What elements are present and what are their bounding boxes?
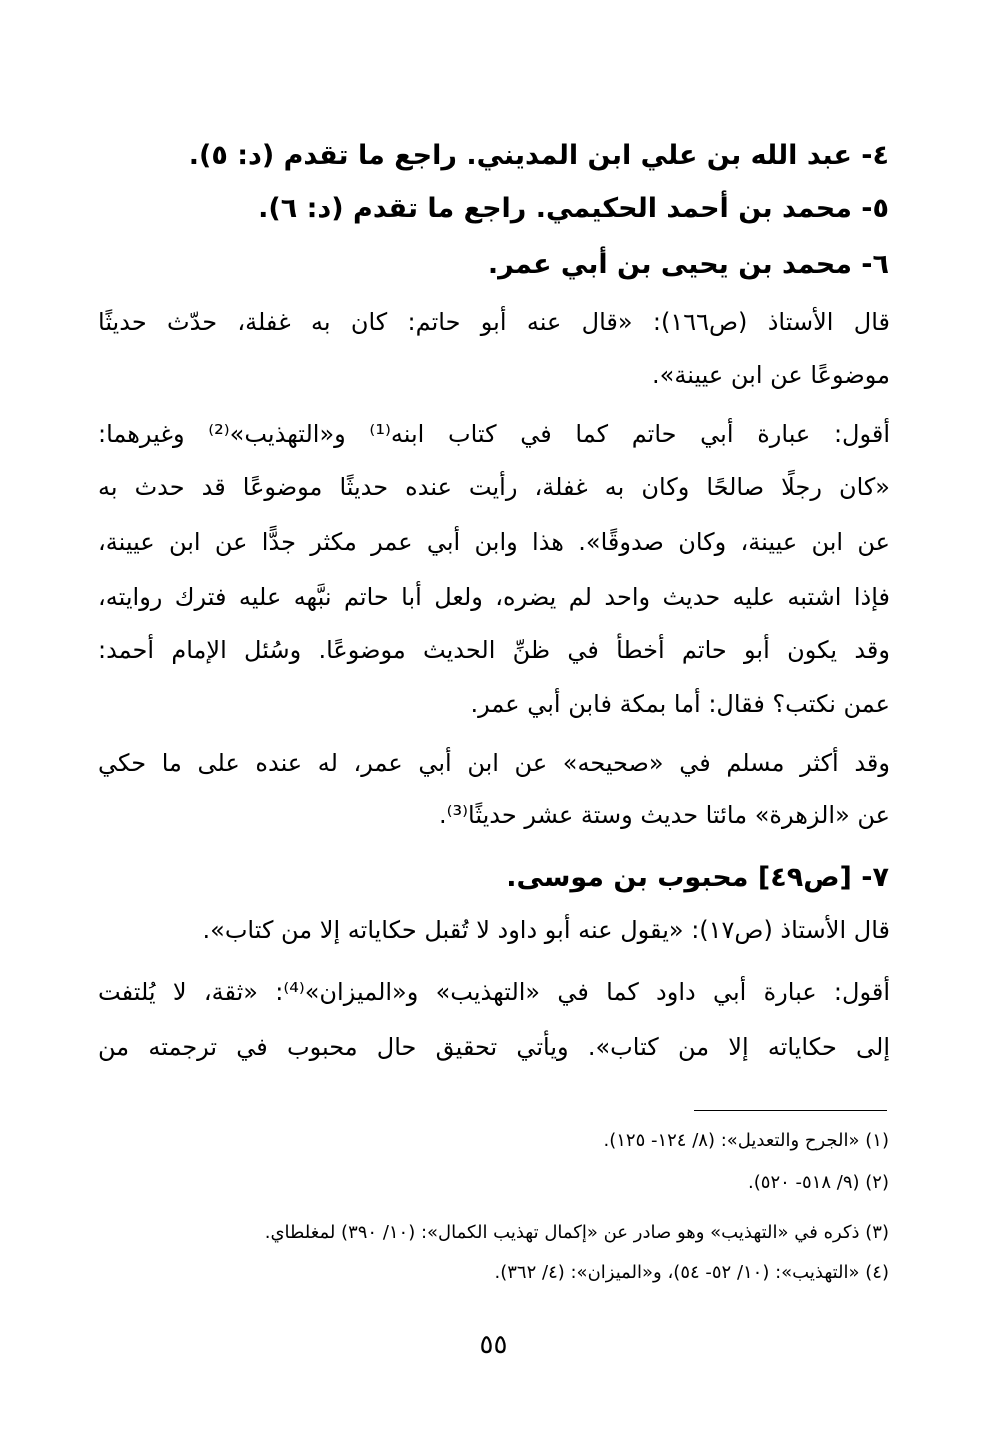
entry-heading-7: ٧- [ص٤٩] محبوب بن موسى. [506,862,889,893]
paragraph-line: وقد أكثر مسلم في «صحيحه» عن ابن أبي عمر، له عنده على ما حكي [98,749,890,777]
footnote: (٤) «التهذيب»: (١٠/ ٥٢- ٥٤)، و«الميزان»: (٤/ ٣٦٢). [494,1262,889,1283]
paragraph-line: وقد يكون أبو حاتم أخطأ في ظنِّ الحديث موضوعًا. وسُئل الإمام أحمد: [98,636,890,664]
footnote: (٢) (٩/ ٥١٨- ٥٢٠). [748,1172,889,1193]
footnote-separator [694,1110,887,1111]
paragraph-line: أقول: عبارة أبي داود كما في «التهذيب» و«الميزان»⁽⁴⁾: «ثقة، لا يُلتفت [98,978,890,1006]
paragraph-line: عمن نكتب؟ فقال: أما بمكة فابن أبي عمر. [470,690,890,718]
paragraph-line: «كان رجلًا صالحًا وكان به غفلة، رأيت عنده حديثًا موضوعًا قد حدث به [98,473,890,501]
paragraph-line: قال الأستاذ (ص١٧): «يقول عنه أبو داود لا تُقبل حكاياته إلا من كتاب». [202,916,890,944]
entry-heading-6: ٦- محمد بن يحيى بن أبي عمر. [487,249,889,280]
footnote: (٣) ذكره في «التهذيب» وهو صادر عن «إكمال تهذيب الكمال»: (١٠/ ٣٩٠) لمغلطاي. [264,1222,889,1243]
entry-heading-4: ٤- عبد الله بن علي ابن المديني. راجع ما تقدم (د: ٥). [188,140,889,171]
paragraph-line: عن «الزهرة» مائتا حديث وستة عشر حديثًا⁽³⁾. [438,801,890,829]
paragraph-line: قال الأستاذ (ص١٦٦): «قال عنه أبو حاتم: كان به غفلة، حدّث حديثًا [98,308,890,336]
paragraph-line: إلى حكاياته إلا من كتاب». ويأتي تحقيق حال محبوب في ترجمته من [98,1033,890,1061]
paragraph-line: عن ابن عيينة، وكان صدوقًا». هذا وابن أبي عمر مكثر جدًّا عن ابن عيينة، [98,528,890,556]
footnote: (١) «الجرح والتعديل»: (٨/ ١٢٤- ١٢٥). [603,1130,889,1151]
paragraph-line: أقول: عبارة أبي حاتم كما في كتاب ابنه⁽¹⁾ و«التهذيب»⁽²⁾ وغيرهما: [98,420,891,448]
paragraph-line: موضوعًا عن ابن عيينة». [652,361,890,389]
paragraph-line: فإذا اشتبه عليه حديث واحد لم يضره، ولعل أبا حاتم نبَّهه عليه فترك روايته، [98,583,890,611]
page-number: ٥٥ [479,1330,508,1360]
entry-heading-5: ٥- محمد بن أحمد الحكيمي. راجع ما تقدم (د: ٦). [258,193,889,224]
